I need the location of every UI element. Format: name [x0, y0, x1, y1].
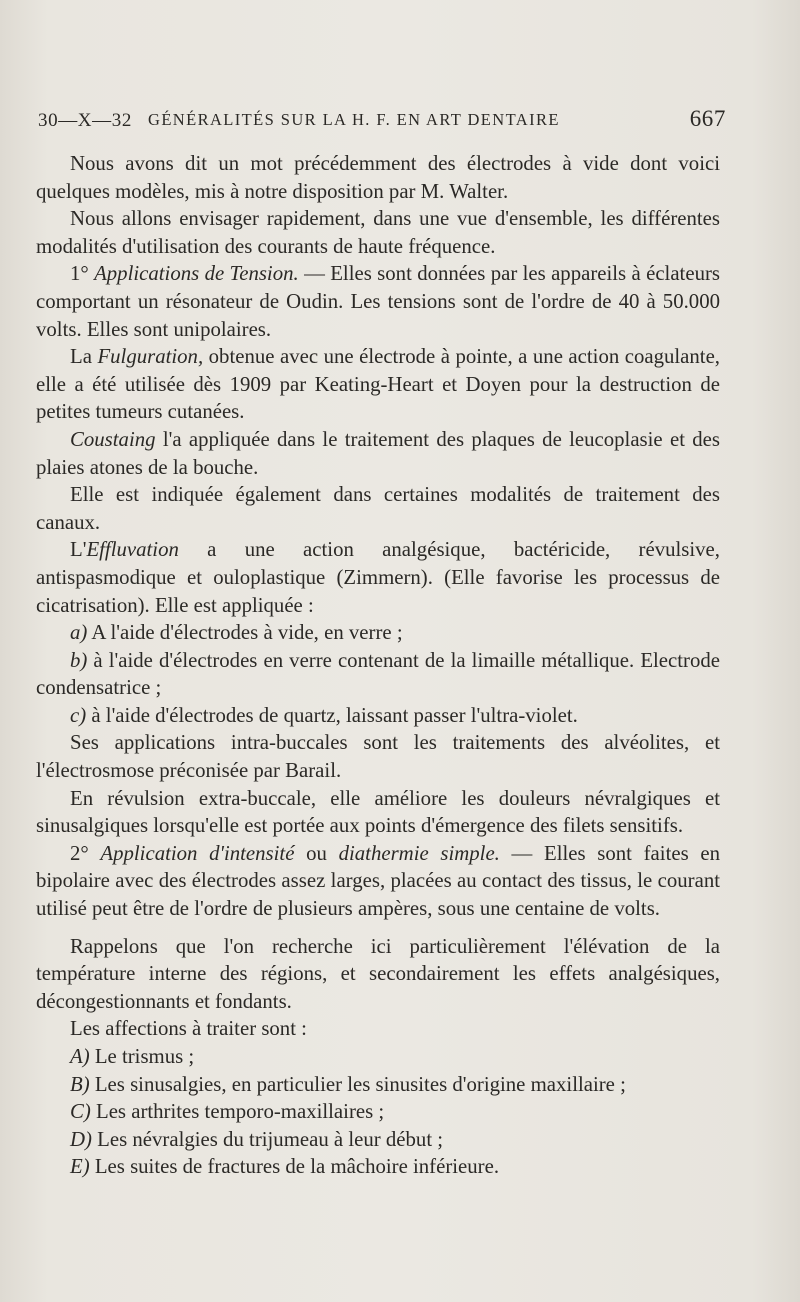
- paragraph: Coustaing l'a appliquée dans le traitement des plaques de leucoplasie et des plaies atones de la bouche.: [36, 427, 720, 479]
- paragraph: Nous allons envisager rapidement, dans une vue d'ensemble, les différentes modalités d'utilisation des courants de haute fréquence.: [36, 207, 720, 258]
- paragraph: Rappelons que l'on recherche ici particulièrement l'élévation de la température interne des régions, et secondairement les effets analgésiques, décongestionnants et fondants.: [36, 934, 720, 1013]
- list-item: a) A l'aide d'électrodes à vide, en verre ;: [70, 621, 403, 645]
- paragraph: Elle est indiquée également dans certaines modalités de traitement des canaux.: [36, 483, 720, 534]
- paragraph: Les affections à traiter sont :: [70, 1017, 307, 1041]
- paragraph: La Fulguration, obtenue avec une électrode à pointe, a une action coagulante, elle a été utilisée dès 1909 par Keating-Heart et Doyen pour la destruction de petites tumeurs cutanées.: [36, 345, 720, 424]
- running-header: [38, 106, 726, 140]
- paragraph: 1° Applications de Tension. — Elles sont données par les appareils à éclateurs comportant un résonateur de Oudin. Les tensions sont de l'ordre de 40 à 50.000 volts. Elles sont unipolaires.: [36, 262, 720, 341]
- paragraph: L'Effluvation a une action analgésique, bactéricide, révulsive, antispasmodique et ouloplastique (Zimmern). (Elle favorise les processus de cicatrisation). Elle est appliquée :: [36, 538, 720, 617]
- header-date: 30—X—32: [38, 110, 132, 131]
- page-body: [36, 150, 720, 1181]
- paragraph: Ses applications intra-buccales sont les traitements des alvéolites, et l'électrosmose préconisée par Barail.: [36, 731, 720, 783]
- paragraph: Nous avons dit un mot précédemment des électrodes à vide dont voici quelques modèles, mis à notre disposition par M. Walter.: [36, 152, 720, 203]
- page-number: 667: [689, 106, 726, 131]
- paragraph: 2° Application d'intensité ou diathermie simple. — Elles sont faites en bipolaire avec des électrodes assez larges, placées au contact des tissus, le courant utilisé peut être de l'ordre de plusieurs ampères, sous une centaine de volts.: [36, 841, 720, 921]
- list-item: C) Les arthrites temporo-maxillaires ;: [70, 1100, 385, 1124]
- list-item: B) Les sinusalgies, en particulier les sinusites d'origine maxillaire ;: [70, 1072, 626, 1096]
- list-item: E) Les suites de fractures de la mâchoire inférieure.: [70, 1155, 500, 1179]
- list-item: c) à l'aide d'électrodes de quartz, laissant passer l'ultra-violet.: [70, 703, 578, 727]
- list-item: D) Les névralgies du trijumeau à leur début ;: [70, 1127, 444, 1151]
- header-title: GÉNÉRALITÉS SUR LA H. F. EN ART DENTAIRE: [148, 110, 560, 129]
- paragraph: En révulsion extra-buccale, elle améliore les douleurs névralgiques et sinusalgiques lorsqu'elle est portée aux points d'émergence des filets sensitifs.: [36, 786, 720, 838]
- list-item: b) à l'aide d'électrodes en verre contenant de la limaille métallique. Electrode condensatrice ;: [36, 648, 720, 700]
- list-item: A) Le trismus ;: [70, 1045, 195, 1068]
